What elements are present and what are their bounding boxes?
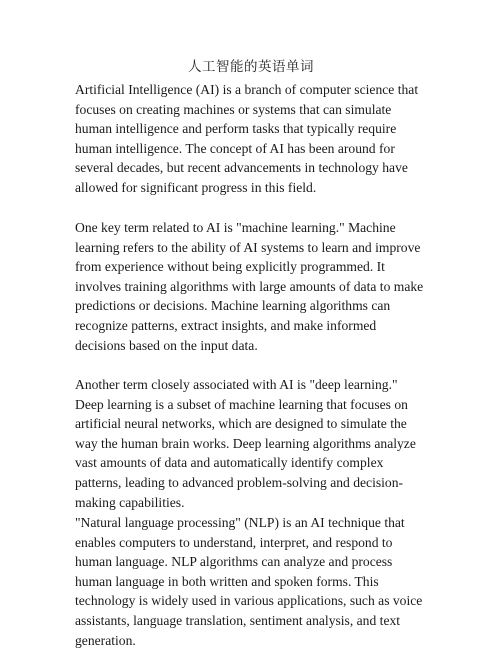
paragraph-deep-learning: Another term closely associated with AI is "deep learning." Deep learning is a subset of machine learning that focuses on artificial neural networks, which are designed to simulate the way the human brain works. Deep learning algorithms analyze vast amounts of data and automatically identify complex patterns, leading to advanced problem-solving and decision-making capabilities. [75, 377, 416, 510]
paragraph-nlp: "Natural language processing" (NLP) is an AI technique that enables computers to understand, interpret, and respond to human language. NLP algorithms can analyze and process human language in both written and spoken forms. This technology is widely used in various applications, such as voice assistants, language translation, sentiment analysis, and text generation. [75, 515, 423, 648]
paragraph-machine-learning: One key term related to AI is "machine learning." Machine learning refers to the ability of AI systems to learn and improve from experience without being explicitly programmed. It involves training algorithms with large amounts of data to make predictions or decisions. Machine learning algorithms can recognize patterns, extract insights, and make informed decisions based on the input data. [75, 220, 424, 353]
paragraph-ai-definition: Artificial Intelligence (AI) is a branch of computer science that focuses on creating machines or systems that can simulate human intelligence and perform tasks that typically require human intelligence. The concept of AI has been around for several decades, but recent advancements in technology have allowed for significant progress in this field. [75, 82, 419, 195]
document-title: 人工智能的英语单词 [188, 59, 314, 74]
